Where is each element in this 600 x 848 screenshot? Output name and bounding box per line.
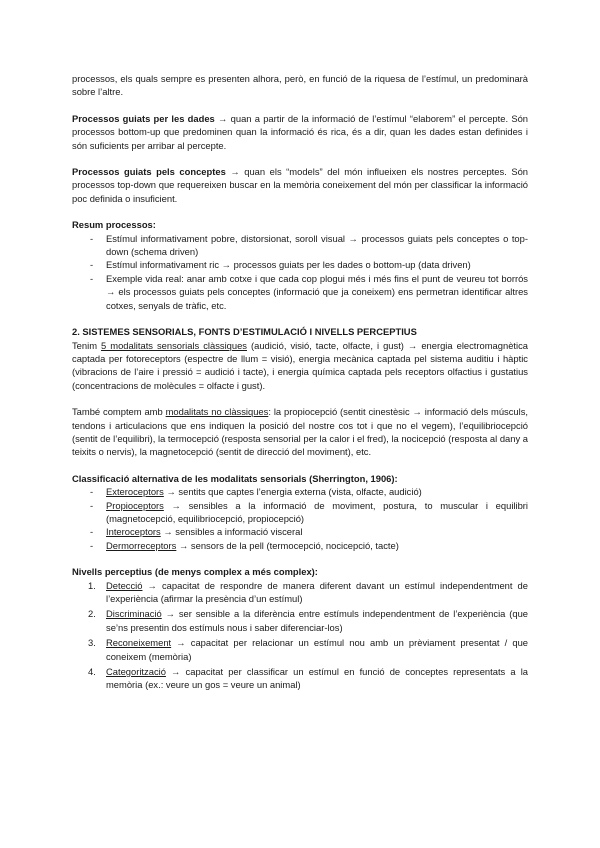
concept-guided-text: → quan els “models” del món influeixen els nostres perceptes. Són processos top-down que requereixen buscar en la memòria coneixement del món per classificar la informació poc definida o insuficient. bbox=[72, 166, 528, 204]
list-number: 3. bbox=[88, 637, 96, 649]
non-classic-text-rest: : la propiocepció (sentit cinestèsic → informació dels músculs, tendons i articulacions que ens indiquen la posició del nostre cos tot i que no el vegem), l’equilibriocepció (sentit de l’equilibri), la termocepció (resposta sensorial per la calor i el fred), la nocicepció (resposta al dany a teixits o nervis), la magnetocepció (sentit de direcció del moviment), etc. bbox=[72, 406, 529, 458]
discrimination-text: → ser sensible a la diferència entre estímuls independentment de l’experiència (que se’ns presentin dos estímuls nous i saber diferenciar-los) bbox=[106, 608, 528, 633]
list-item bbox=[72, 525, 528, 538]
exteroceptors-term: Exteroceptors bbox=[106, 486, 164, 498]
interoceptors-term: Interoceptors bbox=[106, 526, 161, 538]
non-classic-modalities-term: modalitats no clàssiques bbox=[165, 406, 269, 418]
recognition-term: Reconeixement bbox=[106, 637, 172, 649]
non-classic-text-start: També comptem amb bbox=[72, 406, 166, 418]
recognition-text: → capacitat per relacionar un estímul nou amb un prèviament presentat / que coneixem (memòria) bbox=[106, 637, 528, 662]
levels-list bbox=[72, 579, 528, 692]
data-guided-text: → quan a partir de la informació de l’estímul “elaborem” el percepte. Són processos bottom-up que predominen quan la informació és rica, és a dir, quan les dades estan definides i són suficients per arribar al percepte. bbox=[72, 112, 529, 151]
list-number: 4. bbox=[88, 666, 96, 678]
list-number: 2. bbox=[88, 608, 96, 620]
non-classic-paragraph bbox=[72, 405, 528, 459]
list-item bbox=[72, 539, 528, 552]
list-item bbox=[72, 636, 528, 663]
summary-list bbox=[72, 232, 528, 312]
discrimination-term: Discriminació bbox=[106, 608, 162, 620]
intro-paragraph: processos, els quals sempre es presenten alhora, però, en funció de la riquesa de l’estímul, un predominarà sobre l’altre. bbox=[72, 73, 528, 98]
modalities-paragraph bbox=[72, 339, 528, 393]
classic-modalities-term: 5 modalitats sensorials clàssiques bbox=[101, 339, 247, 351]
interoceptors-text: → sensibles a informació visceral bbox=[160, 526, 303, 538]
classification-list bbox=[72, 485, 528, 552]
categorization-term: Categorització bbox=[106, 666, 166, 678]
propioceptors-text: → sensibles a la informació de moviment, postura, to muscular i equilibri (magnetocepció, equilibriocepció, propiocepció) bbox=[106, 499, 528, 524]
list-item bbox=[72, 485, 528, 498]
concept-guided-term: Processos guiats pels conceptes bbox=[72, 166, 226, 178]
detection-term: Detecció bbox=[106, 579, 143, 591]
list-item: - Estímul informativament ric → processos guiats per les dades o bottom-up (data driven) bbox=[72, 258, 528, 271]
list-item: - Exemple vida real: anar amb cotxe i que cada cop plogui més i més fins el punt de veureu tot borrós → els processos guiats pels conceptes (informació que ja coneixem) ens permetran identificar altres cotxes, senyals de tràfic, etc. bbox=[72, 272, 528, 312]
modalities-text-start: Tenim bbox=[72, 339, 102, 351]
document-page bbox=[72, 72, 528, 694]
list-item bbox=[72, 665, 528, 692]
data-guided-paragraph bbox=[72, 112, 528, 152]
classification-heading: Classificació alternativa de les modalitats sensorials (Sherrington, 1906): bbox=[72, 472, 398, 484]
list-item bbox=[72, 607, 528, 634]
data-guided-term: Processos guiats per les dades bbox=[72, 112, 215, 124]
list-item bbox=[72, 579, 528, 606]
detection-text: → capacitat de respondre de manera diferent davant un estímul independentment de l’experiència (afirmar la presència d’un estímul) bbox=[106, 579, 528, 604]
categorization-text: → capacitat per classificar un estímul en funció de conceptes representats a la memòria (ex.: veure un gos = veure un animal) bbox=[106, 666, 528, 691]
list-item bbox=[72, 499, 528, 526]
section-title: 2. SISTEMES SENSORIALS, FONTS D’ESTIMULACIÓ I NIVELLS PERCEPTIUS bbox=[72, 326, 417, 338]
summary-heading: Resum processos: bbox=[72, 219, 156, 231]
concept-guided-paragraph bbox=[72, 165, 528, 205]
modalities-text-rest: (audició, visió, tacte, olfacte, i gust) → energia electromagnètica captada per fotoreceptors (espectre de llum = visió), energia mecànica captada pel sistema auditiu i hàptic (vibracions de l’aire i pressió = audició i tacte), i energia química captada pels receptors olfactius i gustatius (concentracions de molècules = olfacte i gust). bbox=[72, 339, 528, 391]
dermorreceptors-text: → sensors de la pell (termocepció, nocicepció, tacte) bbox=[176, 539, 399, 551]
dermorreceptors-term: Dermorreceptors bbox=[106, 539, 177, 551]
exteroceptors-text: → sentits que captes l’energia externa (vista, olfacte, audició) bbox=[163, 486, 422, 498]
propioceptors-term: Propioceptors bbox=[106, 499, 164, 511]
list-item: - Estímul informativament pobre, distorsionat, soroll visual → processos guiats pels conceptes o top-down (schema driven) bbox=[72, 232, 528, 259]
levels-heading: Nivells perceptius (de menys complex a més complex): bbox=[72, 566, 318, 578]
list-number: 1. bbox=[88, 579, 96, 591]
